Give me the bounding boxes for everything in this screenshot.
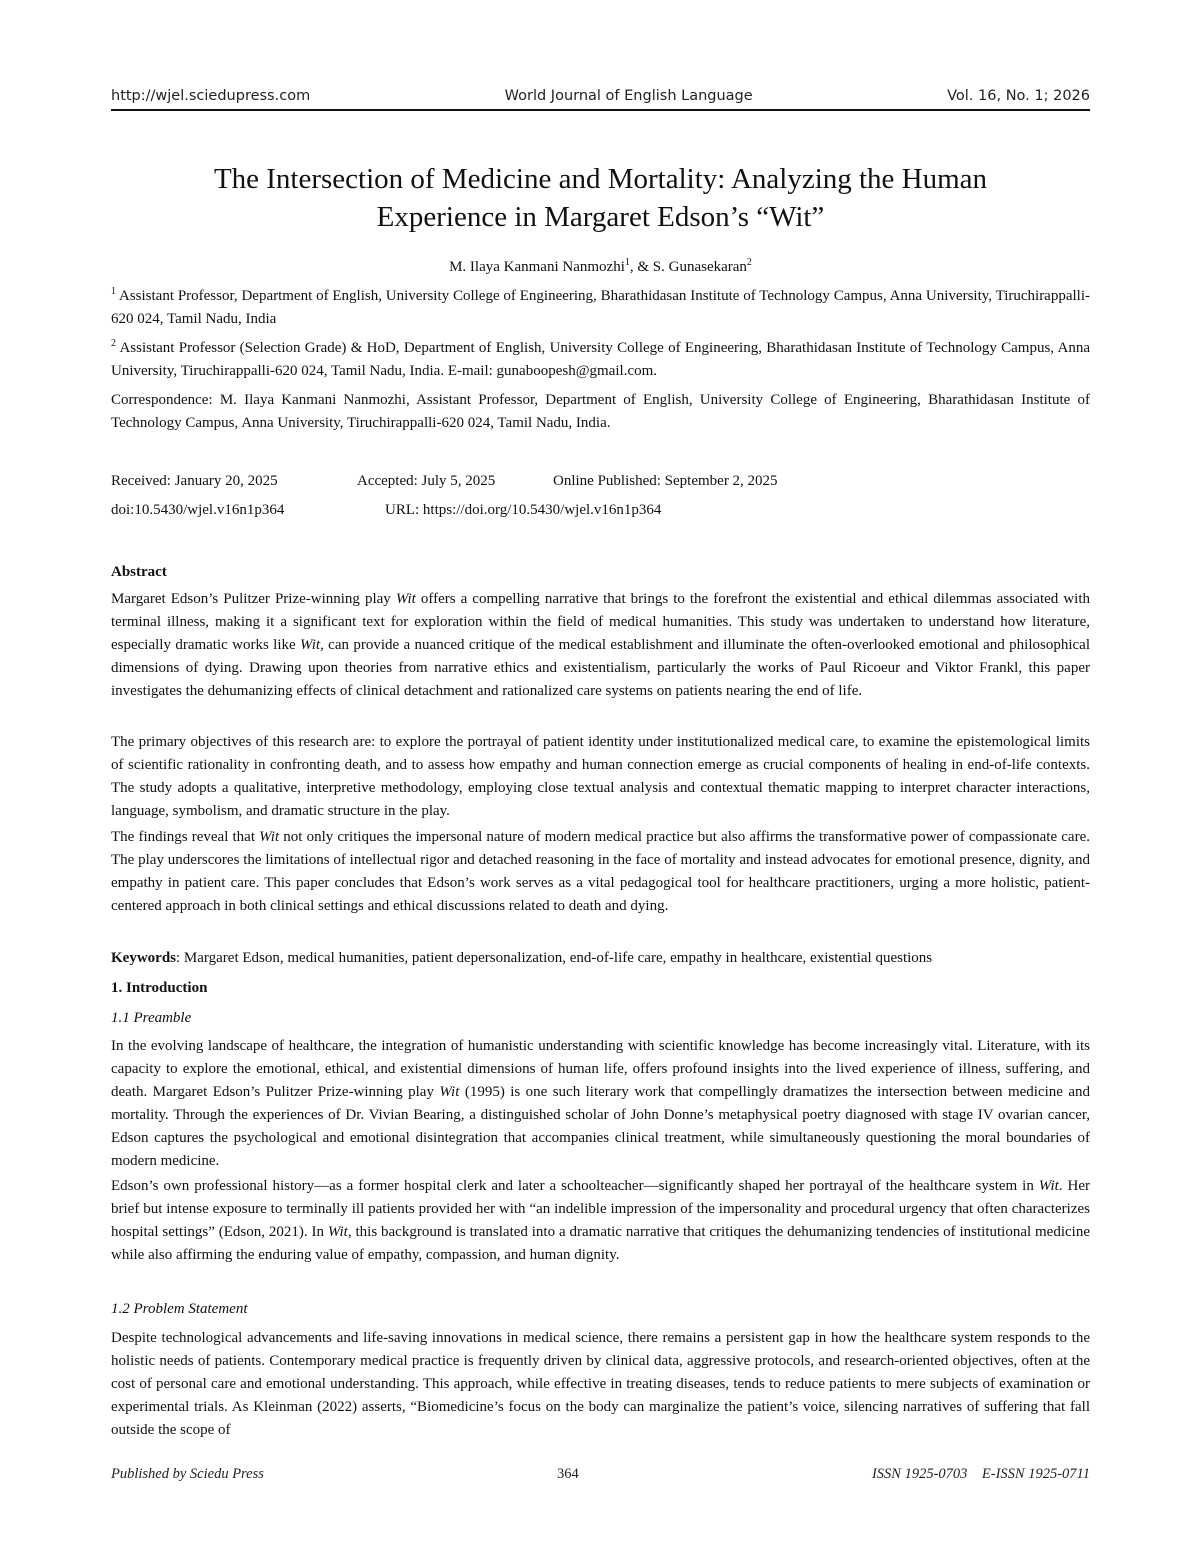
accepted-date: Accepted: July 5, 2025 (357, 473, 496, 489)
abstract-p1-text-a: Margaret Edson’s Pulitzer Prize-winning play (111, 591, 396, 607)
author-1: M. Ilaya Kanmani Nanmozhi (449, 259, 625, 275)
affiliation-2-text: Assistant Professor (Selection Grade) & HoD, Department of English, University College of Engineering, Bharathidasan Institute of Technology Campus, Anna University, Tiruchirappalli-620 024, Tamil Nadu, India. E-mail: gunaboopesh@gmail.com. (111, 340, 1090, 379)
abstract-paragraph-2: The primary objectives of this research are: to explore the portrayal of patient identity under institutionalized medical care, to examine the epistemological limits of scientific rationality in confronting death, and to assess how empathy and human connection emerge as crucial components of healing in end-of-life contexts. The study adopts a qualitative, interpretive methodology, employing close textual analysis and contextual thematic mapping to interpret character interactions, language, symbolism, and dramatic structure in the play. (111, 734, 1090, 819)
affiliation-1-text: Assistant Professor, Department of English, University College of Engineering, Bharathidasan Institute of Technology Campus, Anna University, Tiruchirappalli-620 024, Tamil Nadu, India (111, 288, 1090, 327)
abstract-p1-text-b: offers a compelling narrative that brings to the forefront the existential and ethical dilemmas associated with terminal illness, making it a significant text for exploration within the field of medical humanities. This study was undertaken to understand how literature, especially dramatic works like (111, 591, 1090, 653)
subsection-heading-preamble: 1.1 Preamble (111, 1010, 192, 1026)
author-separator: , & (629, 259, 653, 275)
page-footer (111, 1466, 1090, 1483)
author-2: S. Gunasekaran (652, 259, 747, 275)
intro-p2-text-c: , this background is translated into a dramatic narrative that critiques the dehumanizing tendencies of institutional medicine while also affirming the enduring value of empathy, compassion, and human dignity. (111, 1224, 1090, 1263)
page-number: 364 (557, 1466, 579, 1482)
affiliation-1-mark: 1 (111, 286, 116, 297)
journal-name: World Journal of English Language (504, 88, 753, 104)
abstract-p3-text-a: The findings reveal that (111, 829, 260, 845)
title-line-2: Experience in Margaret Edson’s “Wit” (376, 201, 825, 233)
doi-url[interactable]: URL: https://doi.org/10.5430/wjel.v16n1p364 (385, 502, 662, 518)
journal-url[interactable]: http://wjel.sciedupress.com (111, 88, 311, 104)
affiliation-2-mark: 2 (111, 338, 116, 349)
running-header (111, 88, 1090, 111)
intro-paragraph-1 (111, 1035, 1090, 1173)
section-heading-introduction: 1. Introduction (111, 980, 208, 996)
subsection-heading-problem-statement: 1.2 Problem Statement (111, 1301, 248, 1317)
title-line-1: The Intersection of Medicine and Mortality: Analyzing the Human (213, 163, 988, 195)
abstract-p3-text-b: not only critiques the impersonal nature of modern medical practice but also affirms the transformative power of compassionate care. The play underscores the limitations of intellectual rigor and detached reasoning in the face of mortality and instead advocates for emotional presence, dignity, and empathy in patient care. This paper concludes that Edson’s work serves as a vital pedagogical tool for healthcare practitioners, urging a more holistic, patient-centered approach in both clinical settings and ethical discussions related to death and dying. (111, 829, 1090, 914)
volume-info: Vol. 16, No. 1; 2026 (947, 88, 1090, 104)
abstract-p1-text-c: , can provide a nuanced critique of the medical establishment and illuminate the often-overlooked emotional and philosophical dimensions of dying. Drawing upon theories from narrative ethics and existentialism, particularly the works of Paul Ricoeur and Viktor Frankl, this paper investigates the dehumanizing effects of clinical detachment and rationalized care systems on patients nearing the end of life. (111, 637, 1090, 699)
publisher: Published by Sciedu Press (111, 1466, 264, 1482)
intro-p2-title-wit: Wit (1038, 1178, 1059, 1194)
intro-p1-title-wit: Wit (439, 1084, 460, 1100)
author-2-affiliation-mark: 2 (746, 257, 752, 268)
paper-title (111, 160, 1090, 236)
abstract-p3-title-wit: Wit (259, 829, 280, 845)
received-date: Received: January 20, 2025 (111, 473, 278, 489)
intro-p1-text-a: In the evolving landscape of healthcare, the integration of humanistic understanding with scientific knowledge has become increasingly vital. Literature, with its capacity to explore the emotional, ethical, and existential dimensions of human life, offers profound insights into the lived experience of illness, suffering, and death. Margaret Edson’s Pulitzer Prize-winning play (111, 1038, 1090, 1100)
keywords-label: Keywords (111, 950, 176, 966)
abstract-paragraph-3 (111, 826, 1090, 918)
intro-p1-text-b: (1995) is one such literary work that compellingly dramatizes the intersection between medicine and mortality. Through the experiences of Dr. Vivian Bearing, a distinguished scholar of John Donne’s metaphysical poetry diagnosed with stage IV ovarian cancer, Edson captures the psychological and emotional disintegration that accompanies clinical treatment, while simultaneously questioning the moral boundaries of modern medicine. (111, 1084, 1090, 1169)
intro-p2-text-b: . Her brief but intense exposure to terminally ill patients provided her with “an indelible impression of the impersonality and procedural urgency that often characterizes hospital settings” (Edson, 2021). In (111, 1178, 1090, 1240)
doi: doi:10.5430/wjel.v16n1p364 (111, 502, 285, 518)
intro-p2-title-wit-2: Wit (327, 1224, 348, 1240)
affiliation-2 (111, 337, 1090, 383)
affiliation-1 (111, 285, 1090, 331)
correspondence: Correspondence: M. Ilaya Kanmani Nanmozhi, Assistant Professor, Department of English, University College of Engineering, Bharathidasan Institute of Technology Campus, Anna University, Tiruchirappalli-620 024, Tamil Nadu, India. (111, 392, 1090, 431)
abstract-paragraph-1 (111, 588, 1090, 703)
abstract-heading: Abstract (111, 564, 167, 580)
issn: ISSN 1925-0703 E-ISSN 1925-0711 (871, 1466, 1090, 1482)
abstract-p1-title-wit-2: Wit (300, 637, 321, 653)
abstract-p1-title-wit: Wit (395, 591, 416, 607)
intro-paragraph-2 (111, 1175, 1090, 1267)
intro-paragraph-3: Despite technological advancements and life-saving innovations in medical science, there remains a persistent gap in how the healthcare system responds to the holistic needs of patients. Contemporary medical practice is frequently driven by clinical data, aggressive protocols, and research-oriented objectives, often at the cost of personal care and emotional understanding. This approach, while effective in treating diseases, tends to reduce patients to mere subjects of examination or experimental trials. As Kleinman (2022) asserts, “Biomedicine’s focus on the body can marginalize the patient’s voice, silencing narratives of suffering that fall outside the scope of (111, 1330, 1090, 1438)
keywords (111, 947, 1090, 970)
author-1-affiliation-mark: 1 (624, 257, 630, 268)
published-date: Online Published: September 2, 2025 (553, 473, 778, 489)
author-line (111, 259, 1090, 276)
keywords-text: : Margaret Edson, medical humanities, patient depersonalization, end-of-life care, empathy in healthcare, existential questions (176, 950, 933, 966)
intro-p2-text-a: Edson’s own professional history—as a former hospital clerk and later a schoolteacher—significantly shaped her portrayal of the healthcare system in (111, 1178, 1039, 1194)
